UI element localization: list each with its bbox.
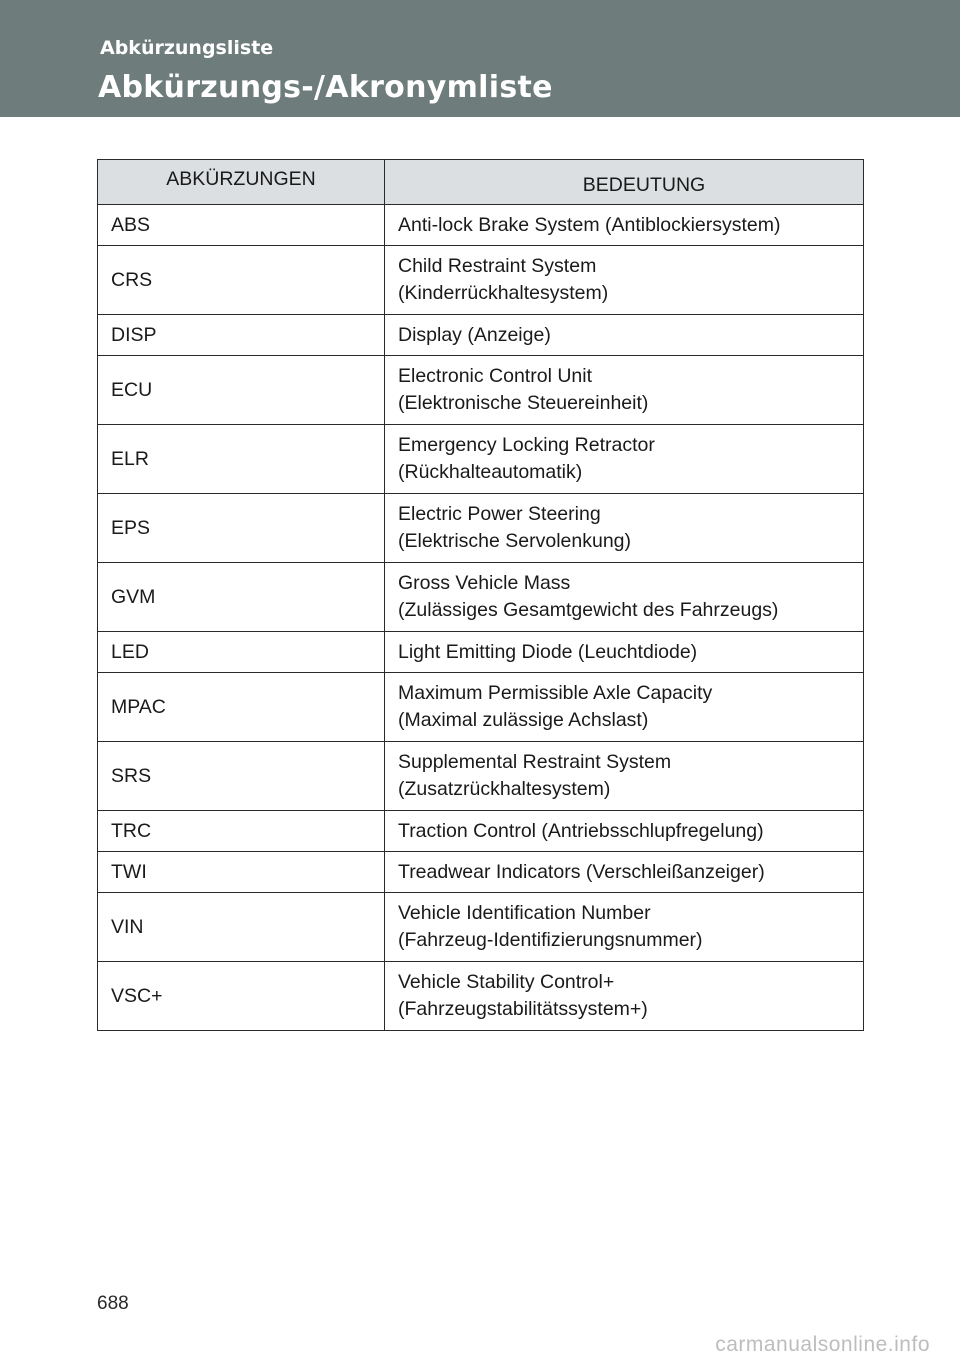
meaning-line: (Maximal zulässige Achslast) [398, 709, 649, 731]
watermark: carmanualsonline.info [715, 1333, 930, 1356]
abbreviation-cell: VIN [98, 893, 385, 962]
abbreviation-cell: EPS [98, 494, 385, 563]
abbreviation-cell: ECU [98, 356, 385, 425]
meaning-cell [385, 893, 864, 962]
meaning-line: Electronic Control Unit [398, 365, 592, 387]
meaning-line: (Zusatzrückhaltesystem) [398, 778, 611, 800]
meaning-cell [385, 632, 864, 673]
table-row [98, 246, 864, 315]
table-row [98, 632, 864, 673]
table-row [98, 563, 864, 632]
meaning-cell [385, 425, 864, 494]
table-row [98, 742, 864, 811]
meaning-line: Vehicle Identification Number [398, 902, 651, 924]
table-row [98, 962, 864, 1031]
table-row [98, 315, 864, 356]
meaning-line: (Elektronische Steuereinheit) [398, 392, 649, 414]
abbreviation-cell: VSC+ [98, 962, 385, 1031]
page-title: Abkürzungs-/Akronymliste [98, 70, 553, 105]
meaning-line: Light Emitting Diode (Leuchtdiode) [398, 640, 698, 663]
table-row [98, 893, 864, 962]
table-body [98, 205, 864, 1031]
meaning-line: Maximum Permissible Axle Capacity [398, 682, 713, 704]
column-header-abbreviations: ABKÜRZUNGEN [98, 160, 385, 205]
meaning-line: Supplemental Restraint System [398, 751, 672, 773]
meaning-cell [385, 246, 864, 315]
section-label: Abkürzungsliste [100, 37, 274, 59]
table-row [98, 673, 864, 742]
meaning-cell [385, 494, 864, 563]
abbreviation-cell: LED [98, 632, 385, 673]
meaning-line: Display (Anzeige) [398, 323, 551, 346]
meaning-cell [385, 563, 864, 632]
meaning-line: (Elektrische Servolenkung) [398, 530, 632, 552]
table-row [98, 494, 864, 563]
page-header [0, 0, 960, 117]
meaning-cell [385, 811, 864, 852]
table-row [98, 205, 864, 246]
abbreviation-cell: MPAC [98, 673, 385, 742]
meaning-cell [385, 205, 864, 246]
meaning-cell [385, 356, 864, 425]
table-row [98, 425, 864, 494]
meaning-line: Treadwear Indicators (Verschleißanzeiger) [398, 860, 765, 883]
table-row [98, 852, 864, 893]
abbreviation-cell: CRS [98, 246, 385, 315]
meaning-line: Emergency Locking Retractor [398, 434, 655, 456]
abbreviation-cell: SRS [98, 742, 385, 811]
abbreviation-cell: ABS [98, 205, 385, 246]
meaning-line: (Kinderrückhaltesystem) [398, 282, 609, 304]
meaning-cell [385, 962, 864, 1031]
meaning-line: Gross Vehicle Mass [398, 572, 571, 594]
abbreviation-cell: TRC [98, 811, 385, 852]
abbreviation-table [97, 159, 864, 1031]
meaning-line: Traction Control (Antriebsschlupfregelung) [398, 819, 764, 842]
table-header-row [98, 160, 864, 205]
table-row [98, 811, 864, 852]
meaning-line: Vehicle Stability Control+ [398, 971, 615, 993]
meaning-cell [385, 315, 864, 356]
meaning-line: Anti-lock Brake System (Antiblockiersystem) [398, 213, 781, 236]
table-row [98, 356, 864, 425]
meaning-line: (Fahrzeug-Identifizierungsnummer) [398, 929, 703, 951]
meaning-line: (Rückhalteautomatik) [398, 461, 583, 483]
abbreviation-cell: GVM [98, 563, 385, 632]
meaning-cell [385, 673, 864, 742]
page-number: 688 [97, 1293, 129, 1314]
meaning-cell [385, 852, 864, 893]
meaning-line: Electric Power Steering [398, 503, 601, 525]
meaning-cell [385, 742, 864, 811]
meaning-line: Child Restraint System [398, 255, 597, 277]
abbreviation-cell: TWI [98, 852, 385, 893]
abbreviation-cell: DISP [98, 315, 385, 356]
meaning-line: (Fahrzeugstabilitätssystem+) [398, 998, 648, 1020]
meaning-line: (Zulässiges Gesamtgewicht des Fahrzeugs) [398, 599, 779, 621]
column-header-meaning: BEDEUTUNG [385, 160, 864, 205]
abbreviation-cell: ELR [98, 425, 385, 494]
